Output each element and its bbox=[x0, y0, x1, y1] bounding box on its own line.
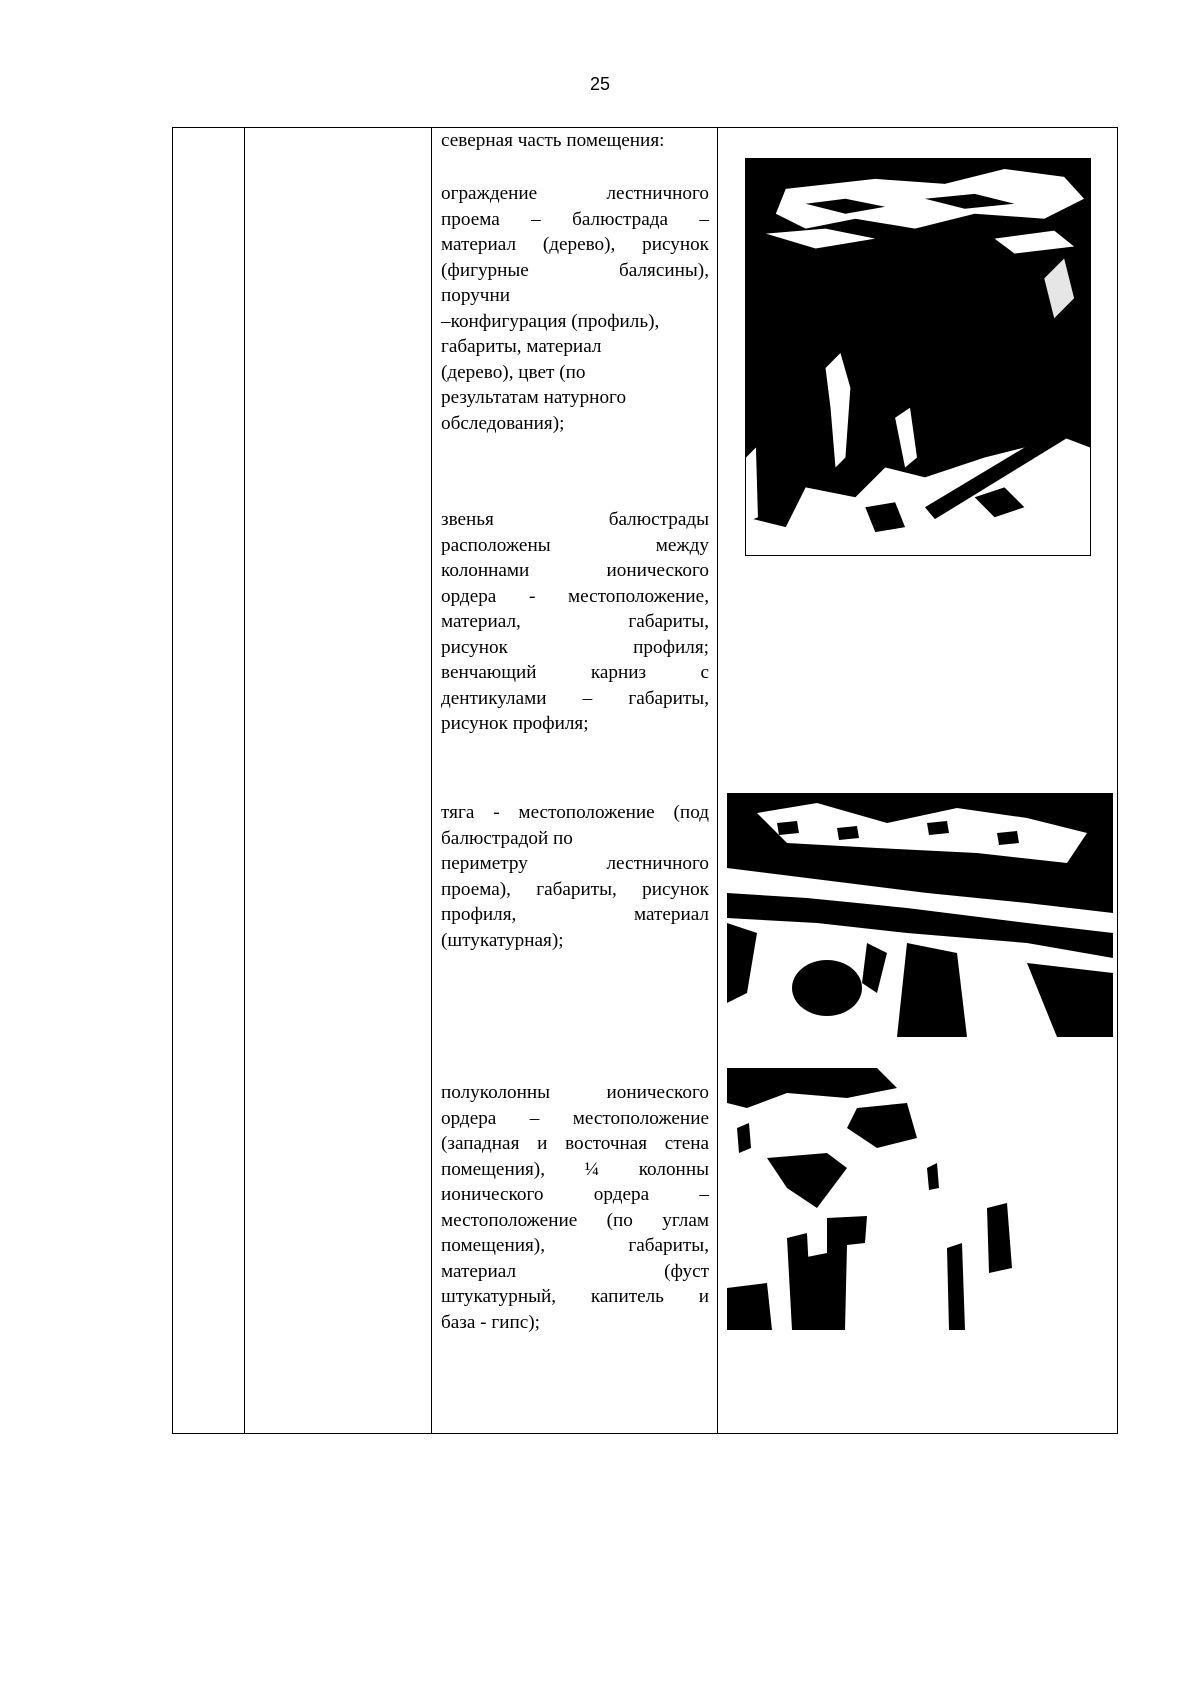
word: ионического bbox=[441, 1184, 544, 1205]
column-divider bbox=[244, 128, 245, 1433]
text-line bbox=[441, 609, 709, 635]
word: - bbox=[493, 802, 500, 823]
word: (по bbox=[606, 1209, 633, 1231]
word: габариты, bbox=[628, 611, 709, 632]
photo-ionic-columns-image bbox=[727, 1068, 1033, 1330]
text-line: –конфигурация (профиль), bbox=[441, 310, 660, 332]
photo-balustrade-image bbox=[746, 159, 1090, 555]
word: восточная bbox=[565, 1133, 648, 1154]
text-line bbox=[441, 1182, 709, 1208]
text-line bbox=[441, 507, 709, 533]
word: (западная bbox=[441, 1133, 520, 1154]
word: проема), bbox=[441, 878, 511, 900]
word: балюстрада bbox=[572, 208, 668, 230]
word: (фигурные bbox=[441, 259, 529, 281]
text-line bbox=[441, 1131, 709, 1157]
photo-cornice-band-image bbox=[727, 793, 1113, 1037]
photo-ionic-columns bbox=[727, 1068, 1033, 1330]
text-line bbox=[441, 558, 709, 584]
word: проема bbox=[441, 208, 500, 230]
description-cell bbox=[441, 128, 709, 1433]
text-line: (дерево), цвет (по bbox=[441, 361, 586, 383]
word: ограждение bbox=[441, 183, 538, 204]
paragraph-north-part bbox=[441, 128, 709, 154]
word: венчающий bbox=[441, 662, 537, 683]
word: – bbox=[529, 1107, 540, 1129]
paragraph-cornice-band bbox=[441, 800, 709, 953]
text-line bbox=[441, 1157, 709, 1183]
word: - bbox=[528, 585, 536, 607]
text-line: результатам натурного bbox=[441, 387, 627, 408]
inventory-table bbox=[172, 127, 1118, 1434]
text-line bbox=[441, 1106, 709, 1132]
word: местоположение, bbox=[567, 585, 709, 607]
word: углам bbox=[662, 1209, 709, 1231]
text-line bbox=[441, 258, 709, 284]
text-line bbox=[441, 1080, 709, 1106]
word: звенья bbox=[441, 509, 494, 530]
word: между bbox=[655, 534, 709, 556]
page-number: 25 bbox=[589, 74, 611, 94]
text-line: база - гипс); bbox=[441, 1311, 541, 1333]
word: стена bbox=[664, 1133, 709, 1154]
word: (под bbox=[673, 802, 709, 823]
photo-balustrade bbox=[745, 158, 1091, 556]
word: штукатурный, bbox=[441, 1286, 557, 1307]
word: ионического bbox=[606, 560, 709, 581]
word: лестничного bbox=[606, 853, 709, 874]
word: тяга bbox=[441, 802, 475, 823]
text-line bbox=[441, 533, 709, 559]
word: материал bbox=[441, 234, 517, 255]
text-line bbox=[441, 660, 709, 686]
paragraph-stair-railing bbox=[441, 181, 709, 436]
word: колонны bbox=[638, 1158, 709, 1180]
word: ордера bbox=[441, 1107, 497, 1129]
word: ордера bbox=[593, 1184, 650, 1205]
text-line: обследования); bbox=[441, 412, 565, 434]
word: местоположение bbox=[518, 802, 655, 823]
word: – bbox=[531, 208, 541, 230]
column-divider bbox=[717, 128, 718, 1433]
text-line bbox=[441, 800, 709, 826]
text-line bbox=[441, 1208, 709, 1234]
word: – bbox=[699, 208, 709, 230]
word: – bbox=[699, 1184, 709, 1205]
word: (дерево), bbox=[542, 234, 616, 255]
text-line bbox=[441, 851, 709, 877]
word: габариты, bbox=[628, 687, 709, 709]
text-line bbox=[441, 902, 709, 928]
text-line bbox=[441, 635, 709, 661]
word: профиля, bbox=[441, 904, 517, 925]
text-line bbox=[441, 686, 709, 712]
word: материал, bbox=[441, 611, 521, 632]
word: материал bbox=[633, 904, 709, 925]
text-line bbox=[441, 1284, 709, 1310]
paragraph-ionic-columns bbox=[441, 1080, 709, 1335]
word: лестничного bbox=[606, 183, 709, 204]
text-line bbox=[441, 181, 709, 207]
text-line bbox=[441, 207, 709, 233]
word: (фуст bbox=[664, 1260, 709, 1282]
text-line bbox=[441, 1233, 709, 1259]
text-line bbox=[441, 584, 709, 610]
word: полуколонны bbox=[441, 1082, 551, 1103]
text-line: северная часть помещения: bbox=[441, 130, 665, 151]
text-line: поручни bbox=[441, 285, 510, 306]
word: дентикулами bbox=[441, 687, 547, 709]
word: ионического bbox=[606, 1082, 709, 1103]
word: балюстрады bbox=[608, 509, 709, 530]
word: ордера bbox=[441, 585, 497, 607]
text-line: рисунок профиля; bbox=[441, 713, 589, 734]
word: профиля; bbox=[633, 636, 709, 658]
word: ¼ bbox=[584, 1158, 600, 1180]
photo-cornice-band bbox=[727, 793, 1113, 1037]
word: расположены bbox=[441, 534, 551, 556]
word: периметру bbox=[441, 853, 528, 874]
word: – bbox=[582, 687, 593, 709]
word: и bbox=[537, 1133, 548, 1154]
text-line bbox=[441, 232, 709, 258]
text-line bbox=[441, 1259, 709, 1285]
word: карниз bbox=[590, 662, 647, 683]
text-line: балюстрадой по bbox=[441, 827, 573, 849]
word: с bbox=[700, 662, 709, 683]
word: местоположение bbox=[572, 1107, 709, 1129]
word: рисунок bbox=[441, 636, 508, 658]
text-line: (штукатурная); bbox=[441, 929, 564, 951]
word: и bbox=[698, 1286, 709, 1307]
text-line bbox=[441, 877, 709, 903]
word: капитель bbox=[590, 1286, 664, 1307]
paragraph-balustrade-links bbox=[441, 507, 709, 737]
column-divider bbox=[431, 128, 432, 1433]
word: колоннами bbox=[441, 560, 530, 581]
word: габариты, bbox=[628, 1235, 709, 1256]
word: материал bbox=[441, 1260, 517, 1282]
word: балясины), bbox=[619, 259, 709, 281]
word: габариты, bbox=[536, 878, 617, 900]
word: рисунок bbox=[642, 878, 709, 900]
word: помещения), bbox=[441, 1235, 545, 1256]
word: помещения), bbox=[441, 1158, 545, 1180]
text-line: габариты, материал bbox=[441, 336, 602, 357]
word: местоположение bbox=[441, 1209, 578, 1231]
word: рисунок bbox=[642, 234, 709, 255]
